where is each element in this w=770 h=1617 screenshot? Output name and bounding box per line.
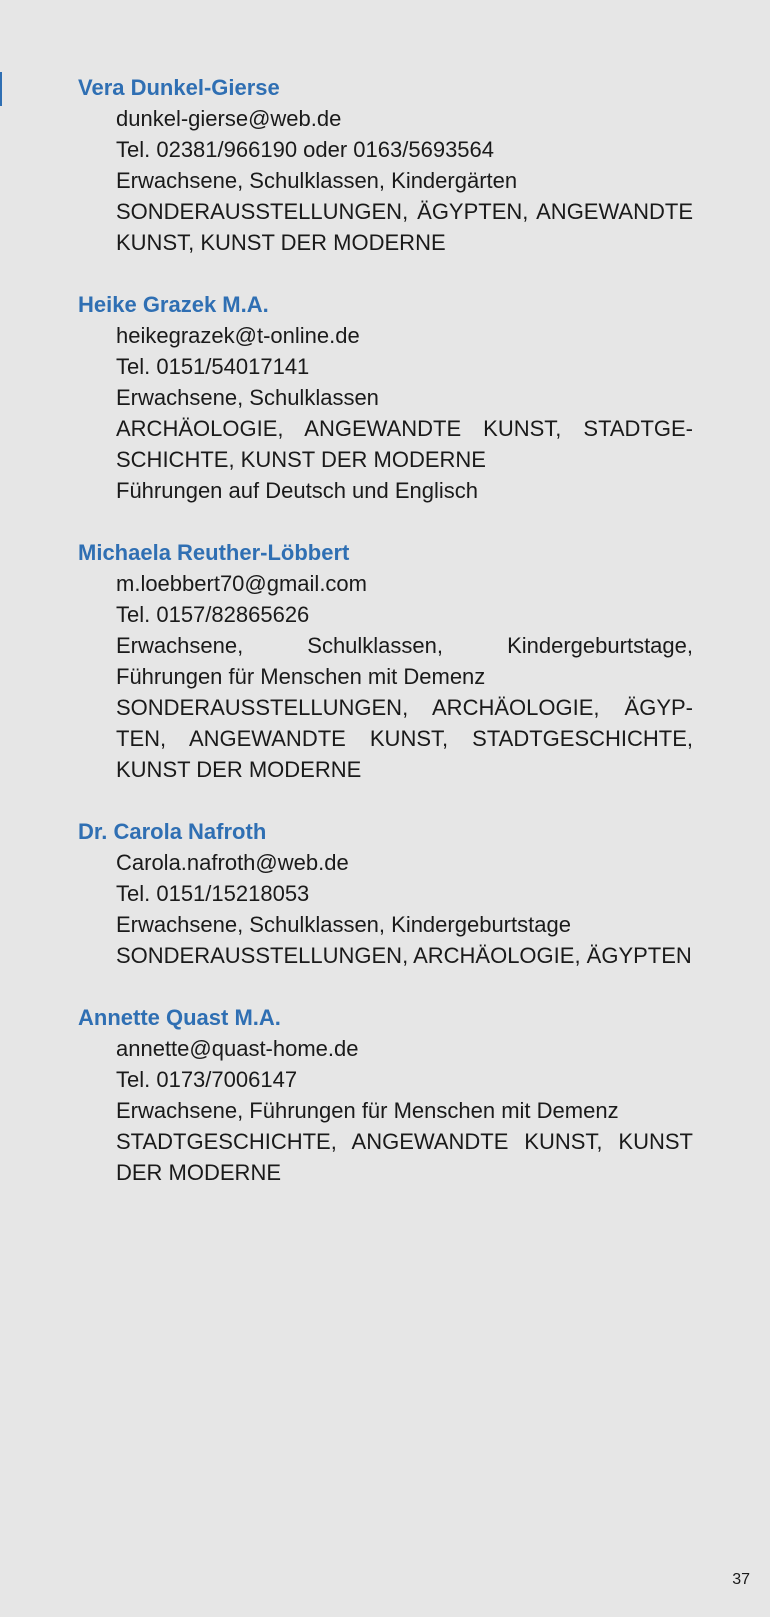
guide-name: Michaela Reuther-Löbbert bbox=[78, 540, 350, 565]
guide-topics: TEN, ANGEWANDTE KUNST, STADTGESCHICHTE, bbox=[116, 726, 693, 751]
guide-topics: SONDERAUSSTELLUNGEN, ARCHÄOLOGIE, ÄGYP- bbox=[116, 695, 693, 720]
guide-audience: Erwachsene, Schulklassen bbox=[116, 385, 379, 410]
guide-phone: Tel. 02381/966190 oder 0163/5693564 bbox=[116, 137, 495, 162]
guide-audience: Erwachsene, Schulklassen, Kindergeburtstage, bbox=[116, 633, 693, 658]
guide-name: Heike Grazek M.A. bbox=[78, 292, 269, 317]
guide-entry bbox=[78, 1002, 693, 1188]
guide-phone: Tel. 0173/7006147 bbox=[116, 1067, 298, 1092]
page-number: 37 bbox=[732, 1571, 750, 1588]
guide-phone: Tel. 0157/82865626 bbox=[116, 602, 310, 627]
guide-email[interactable]: annette@quast-home.de bbox=[116, 1036, 359, 1061]
guide-topics: KUNST DER MODERNE bbox=[116, 757, 362, 782]
guide-details bbox=[78, 1033, 693, 1188]
guide-list bbox=[78, 72, 693, 1219]
guide-topics: ARCHÄOLOGIE, ANGEWANDTE KUNST, STADTGE- bbox=[116, 416, 693, 441]
guide-name: Dr. Carola Nafroth bbox=[78, 819, 267, 844]
guide-entry bbox=[78, 72, 693, 258]
guide-topics: KUNST, KUNST DER MODERNE bbox=[116, 230, 446, 255]
guide-email[interactable]: heikegrazek@t-online.de bbox=[116, 323, 360, 348]
guide-topics: SONDERAUSSTELLUNGEN, ÄGYPTEN, ANGEWANDTE bbox=[116, 199, 693, 224]
guide-email[interactable]: Carola.nafroth@web.de bbox=[116, 850, 349, 875]
guide-topics: STADTGESCHICHTE, ANGEWANDTE KUNST, KUNST bbox=[116, 1129, 693, 1154]
guide-details bbox=[78, 320, 693, 506]
guide-entry bbox=[78, 289, 693, 506]
guide-name: Annette Quast M.A. bbox=[78, 1005, 281, 1030]
guide-entry bbox=[78, 816, 693, 971]
guide-email[interactable]: dunkel-gierse@web.de bbox=[116, 106, 342, 131]
guide-entry bbox=[78, 537, 693, 785]
guide-audience: Führungen für Menschen mit Demenz bbox=[116, 664, 486, 689]
guide-phone: Tel. 0151/15218053 bbox=[116, 881, 310, 906]
guide-audience: Erwachsene, Schulklassen, Kindergärten bbox=[116, 168, 518, 193]
guide-note: Führungen auf Deutsch und Englisch bbox=[116, 478, 479, 503]
guide-details bbox=[78, 847, 693, 971]
guide-phone: Tel. 0151/54017141 bbox=[116, 354, 310, 379]
guide-details bbox=[78, 103, 693, 258]
page-edge-marker bbox=[0, 72, 2, 106]
guide-audience: Erwachsene, Führungen für Menschen mit Demenz bbox=[116, 1098, 619, 1123]
guide-audience: Erwachsene, Schulklassen, Kindergeburtstage bbox=[116, 912, 571, 937]
guide-topics: SONDERAUSSTELLUNGEN, ARCHÄOLOGIE, ÄGYPTEN bbox=[116, 943, 692, 968]
guide-details bbox=[78, 568, 693, 785]
guide-topics: DER MODERNE bbox=[116, 1160, 282, 1185]
guide-topics: SCHICHTE, KUNST DER MODERNE bbox=[116, 447, 486, 472]
guide-email[interactable]: m.loebbert70@gmail.com bbox=[116, 571, 367, 596]
guide-name: Vera Dunkel-Gierse bbox=[78, 75, 280, 100]
